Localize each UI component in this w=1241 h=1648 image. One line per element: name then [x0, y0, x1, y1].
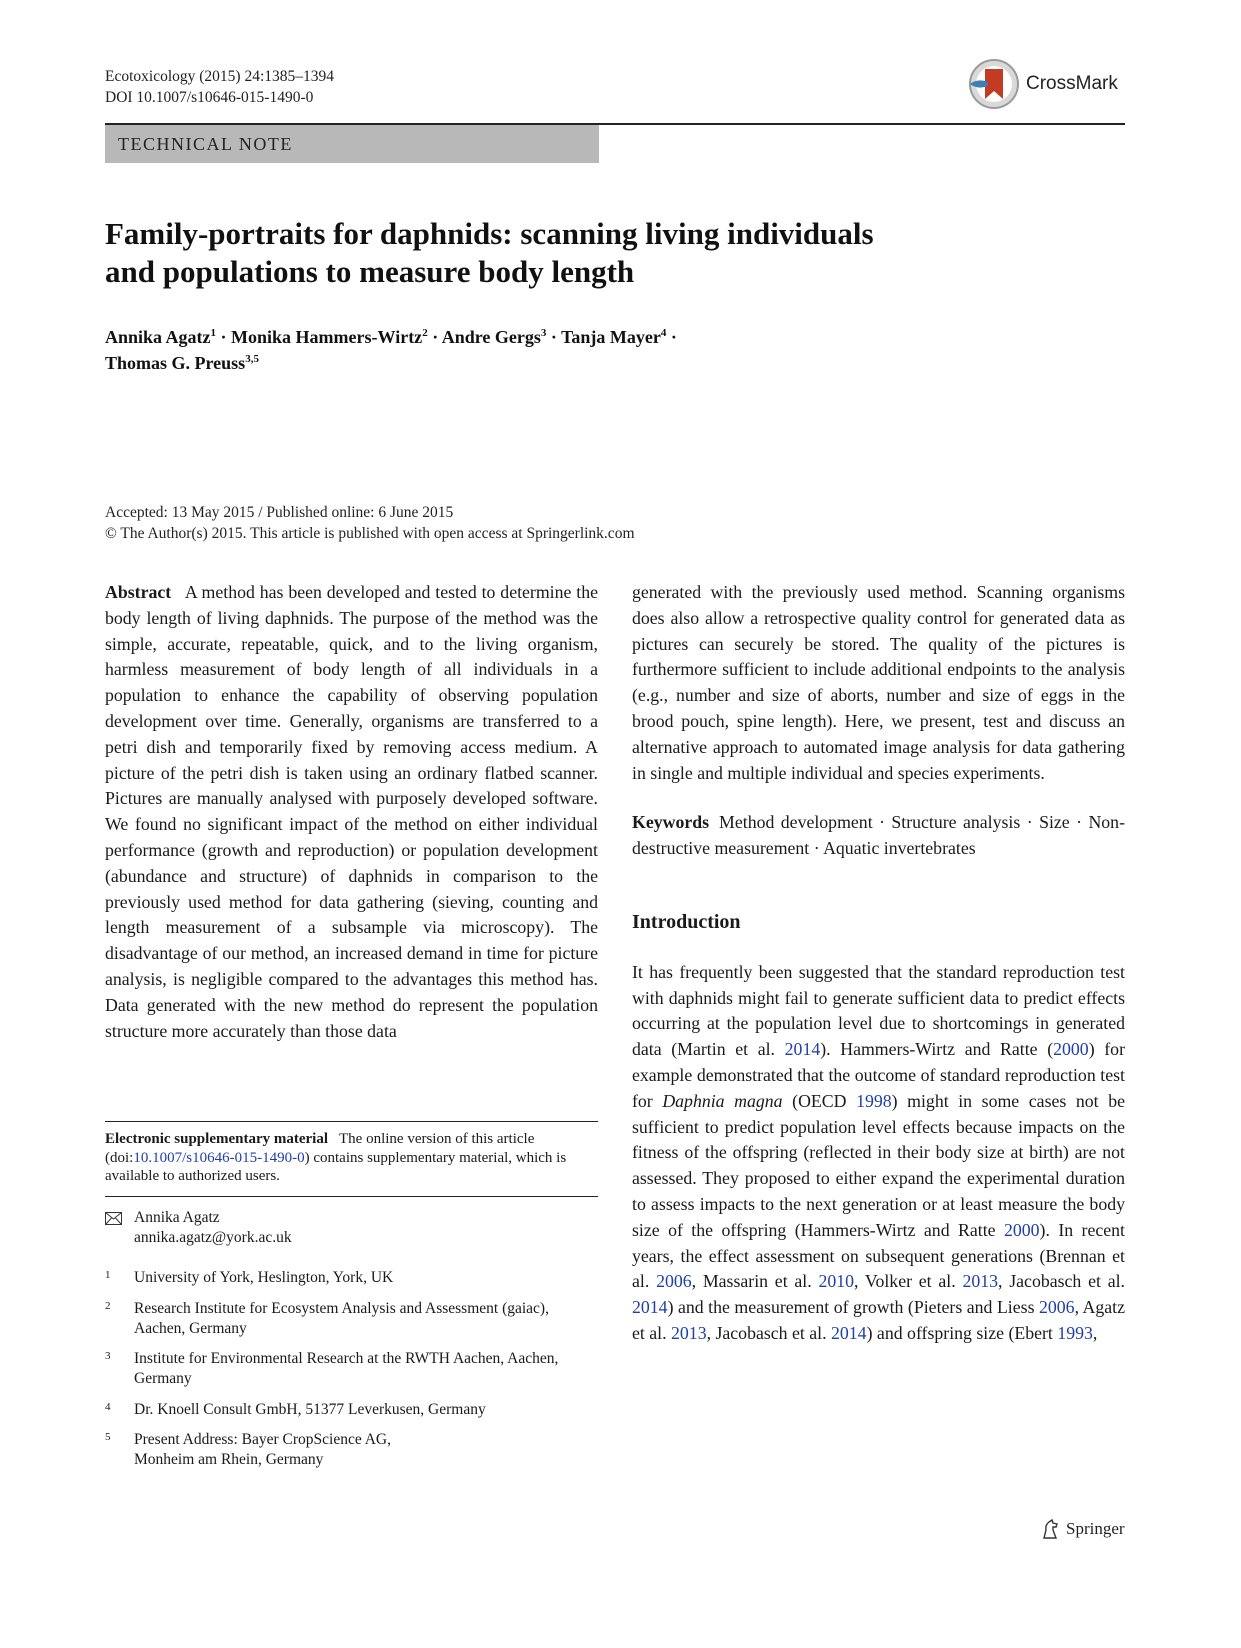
right-column — [632, 580, 1125, 1347]
springer-horse-icon — [1040, 1518, 1062, 1540]
corresponding-name: Annika Agatz — [134, 1209, 220, 1226]
intro-text: , Volker et al. — [854, 1271, 963, 1292]
author-5[interactable]: Thomas G. Preuss — [105, 353, 246, 373]
author-2[interactable]: Monika Hammers-Wirtz — [231, 327, 423, 347]
citation-link[interactable]: 2014 — [784, 1039, 821, 1060]
keywords-text: Method development · Structure analysis · Size · Non-destructive measurement · Aquatic invertebrates — [632, 812, 1125, 859]
esm-text-before: The online version of this article (doi: — [105, 1131, 535, 1166]
author-5-affiliation: 3,5 — [245, 353, 259, 365]
affiliation-1 — [105, 1268, 598, 1290]
intro-text: ) and the measurement of growth (Pieters and Liess — [667, 1297, 1039, 1318]
author-separator: · — [216, 327, 232, 347]
accepted-published: Accepted: 13 May 2015 / Published online: 6 June 2015 — [105, 504, 454, 521]
crossmark-label: CrossMark — [1026, 73, 1118, 94]
author-1-affiliation: 1 — [210, 327, 217, 339]
citation-link[interactable]: 2006 — [656, 1271, 692, 1292]
intro-text: (OECD — [782, 1090, 857, 1111]
affiliation-text: Dr. Knoell Consult GmbH, 51377 Leverkusen, Germany — [134, 1401, 486, 1418]
citation-link[interactable]: 2014 — [632, 1297, 668, 1318]
article-title — [105, 215, 1025, 291]
journal-citation — [105, 66, 334, 108]
citation-link[interactable]: 2013 — [962, 1271, 999, 1292]
affiliation-number: 3 — [105, 1350, 111, 1362]
author-4-affiliation: 4 — [660, 327, 667, 339]
intro-text: ) might in some cases not be sufficient to predict population level effects because impacts on the fitness of the offspring (reflected in their body size at birth) are not assessed. They proposed to either expand the experimental duration to assess impacts to the next generation or at least measure the body size of the offspring (Hammers-Wirtz and Ratte — [632, 1090, 1125, 1240]
intro-text: , Agatz et al. — [632, 1297, 1125, 1343]
citation-link[interactable]: 2014 — [831, 1322, 867, 1343]
citation-link[interactable]: 2006 — [1039, 1297, 1075, 1318]
section-label: TECHNICAL NOTE — [105, 125, 599, 163]
introduction-heading: Introduction — [632, 910, 741, 933]
doi-line: DOI 10.1007/s10646-015-1490-0 — [105, 89, 314, 106]
author-2-affiliation: 2 — [422, 327, 428, 339]
intro-text: , Jacobasch et al. — [998, 1271, 1125, 1292]
affiliation-text: Present Address: Bayer CropScience AG, Monheim am Rhein, Germany — [134, 1431, 391, 1468]
abstract-paragraph — [105, 580, 598, 1044]
affiliation-text: University of York, Heslington, York, UK — [134, 1269, 394, 1286]
journal-line: Ecotoxicology (2015) 24:1385–1394 — [105, 68, 335, 85]
author-separator: · — [666, 327, 677, 347]
title-line-2: and populations to measure body length — [105, 254, 635, 289]
introduction-paragraph — [632, 960, 1125, 1347]
affiliation-text: Institute for Environmental Research at the RWTH Aachen, Aachen, Germany — [134, 1350, 559, 1387]
citation-link[interactable]: 1993 — [1057, 1322, 1093, 1343]
intro-text: ) and offspring size (Ebert — [866, 1322, 1058, 1343]
intro-text: ). In recent years, the effect assessment on subsequent generations (Brennan et al. — [632, 1219, 1125, 1292]
envelope-icon — [105, 1212, 122, 1225]
author-3[interactable]: Andre Gergs — [441, 327, 541, 347]
esm-text-after: ) contains supplementary material, which is available to authorized users. — [105, 1149, 567, 1184]
publisher-logo — [1040, 1518, 1125, 1540]
species-name: Daphnia magna — [662, 1090, 783, 1111]
esm-doi-link[interactable]: 10.1007/s10646-015-1490-0 — [133, 1149, 305, 1166]
affiliation-number: 5 — [105, 1431, 111, 1443]
affiliation-text: Research Institute for Ecosystem Analysis and Assessment (gaiac), Aachen, Germany — [134, 1300, 549, 1337]
abstract-column — [105, 580, 598, 1044]
author-separator: · — [427, 327, 442, 347]
citation-link[interactable]: 2013 — [671, 1322, 707, 1343]
author-3-affiliation: 3 — [540, 327, 547, 339]
abstract-label: Abstract — [105, 582, 172, 602]
crossmark-badge[interactable] — [968, 58, 1118, 110]
intro-text: It has frequently been suggested that the standard reproduction test with daphnids might fail to generate sufficient data to predict effects occurring at the population level due to shortcomings in generated data (Martin et al. — [632, 961, 1125, 1060]
esm-rule — [105, 1196, 598, 1197]
title-line-1: Family-portraits for daphnids: scanning living individuals — [105, 216, 874, 251]
copyright-line: © The Author(s) 2015. This article is published with open access at Springerlink.com — [105, 525, 635, 542]
corresponding-author — [105, 1208, 598, 1250]
affiliation-3 — [105, 1349, 598, 1391]
supplementary-note — [105, 1121, 598, 1186]
affiliation-5 — [105, 1430, 598, 1472]
affiliation-number: 1 — [105, 1269, 111, 1281]
crossmark-icon — [968, 58, 1020, 110]
author-1[interactable]: Annika Agatz — [105, 327, 211, 347]
citation-link[interactable]: 2000 — [1003, 1219, 1040, 1240]
intro-text: , Massarin et al. — [691, 1271, 819, 1292]
intro-text: ) for example demonstrated that the outcome of standard reproduction test for — [632, 1039, 1125, 1111]
publisher-name: Springer — [1066, 1519, 1125, 1538]
affiliation-2 — [105, 1299, 598, 1341]
author-separator: · — [546, 327, 562, 347]
abstract-continued: generated with the previously used method. Scanning organisms does also allow a retrospective quality control for generated data as pictures can securely be stored. The quality of the pictures is furthermore sufficient to include additional endpoints to the analysis (e.g., number and size of aborts, number and size of eggs in the brood pouch, spine length). Here, we present, test and discuss an alternative approach to automated image analysis for data gathering in single and multiple individual and species experiments. — [632, 582, 1125, 783]
affiliation-number: 2 — [105, 1300, 111, 1312]
abstract-text: A method has been developed and tested to determine the body length of living daphnids. The purpose of the method was the simple, accurate, repeatable, quick, and to the living organism, harmless measurement of body length of all individuals in a population to enhance the capability of observing population development over time. Generally, organisms are transferred to a petri dish and temporarily fixed by removing access medium. A picture of the petri dish is taken using an ordinary flatbed scanner. Pictures are manually analysed with purposely developed software. We found no significant impact of the method on either individual performance (growth and reproduction) or population development (abundance and structure) of daphnids in comparison to the previously used method for data gathering (sieving, counting and length measurement of a subsample via microscopy). The disadvantage of our method, an increased demand in time for picture analysis, is negligible compared to the advantages this method has. Data generated with the new method do represent the population structure more accurately than those data — [105, 582, 598, 1041]
keywords-paragraph — [632, 810, 1125, 862]
keywords-label: Keywords — [632, 812, 710, 833]
publication-dates — [105, 502, 635, 544]
intro-text: , Jacobasch et al. — [706, 1322, 831, 1343]
intro-text: ). Hammers-Wirtz and Ratte ( — [820, 1039, 1054, 1060]
esm-label: Electronic supplementary material — [105, 1131, 329, 1147]
citation-link[interactable]: 2000 — [1053, 1039, 1089, 1060]
author-4[interactable]: Tanja Mayer — [561, 327, 661, 347]
author-list — [105, 324, 1005, 376]
citation-link[interactable]: 2010 — [818, 1271, 855, 1292]
citation-link[interactable]: 1998 — [856, 1090, 892, 1111]
corresponding-email[interactable]: annika.agatz@york.ac.uk — [134, 1229, 292, 1246]
affiliation-number: 4 — [105, 1401, 111, 1413]
affiliation-4 — [105, 1400, 598, 1422]
intro-text: , — [1092, 1322, 1098, 1343]
